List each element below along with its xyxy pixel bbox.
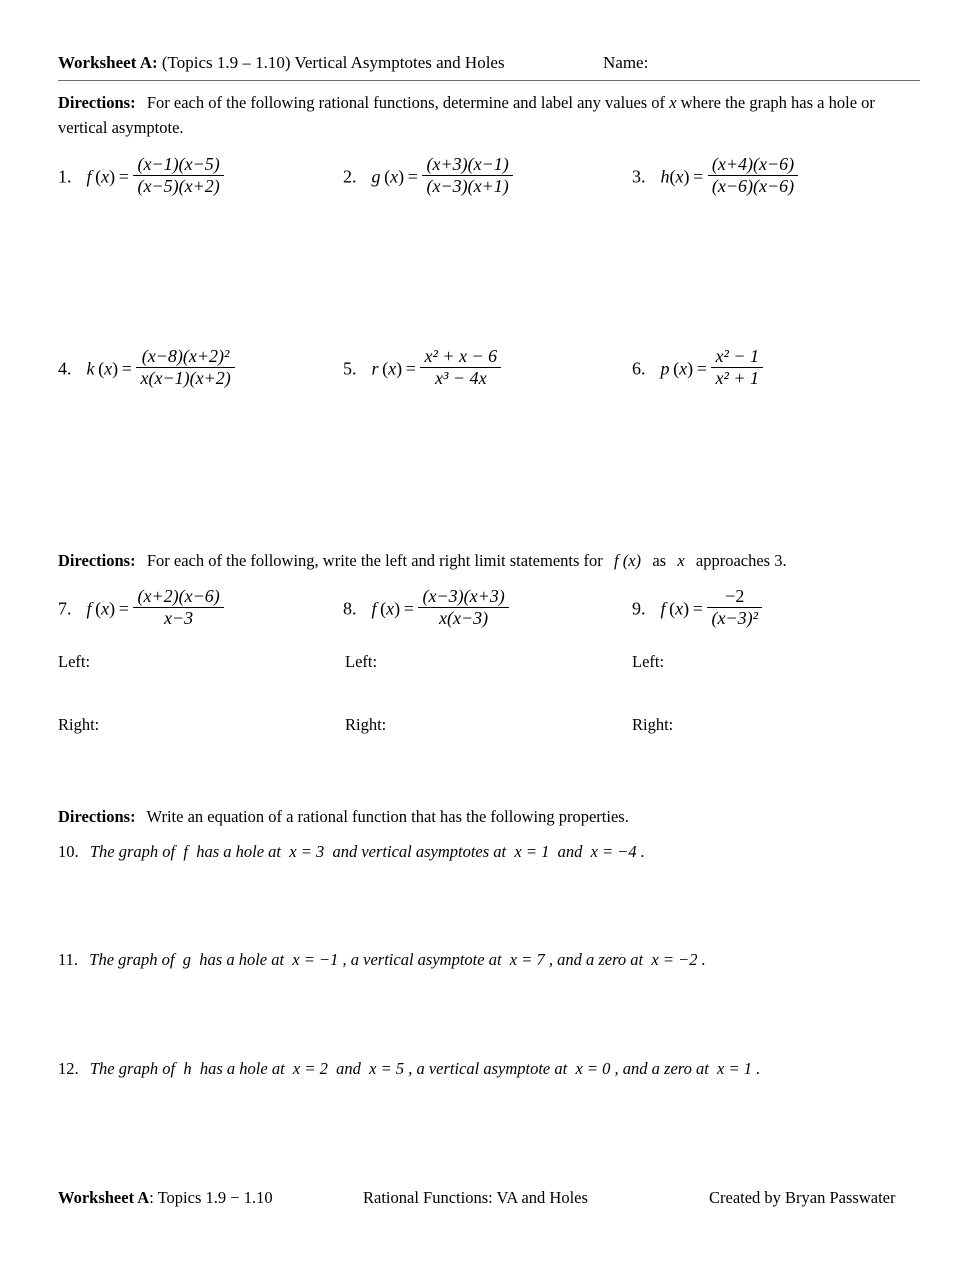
- directions-var-1: x: [669, 93, 677, 112]
- problem-9-fraction: [707, 587, 762, 628]
- directions-text-3: Write an equation of a rational function that has the following properties.: [146, 807, 629, 826]
- problem-7-right-label: Right:: [58, 715, 100, 734]
- problem-7-numerator: (x+2)(x−6): [137, 586, 220, 607]
- problem-8-right-label: Right:: [345, 715, 387, 734]
- problem-12-number: 12.: [58, 1059, 79, 1078]
- problem-10-text: The graph of f has a hole at x = 3 and vertical asymptotes at x = 1 and x = −4 .: [89, 842, 645, 861]
- problem-1-function-name: f: [86, 166, 92, 187]
- worksheet-header: [58, 52, 920, 74]
- problem-2: 2. g (x) = $\frac{(x+3)(x-1)}{(x-3)(x+1)}$: [343, 158, 514, 199]
- directions-block-1: [58, 90, 924, 140]
- problem-3-numerator: (x+4)(x−6): [711, 154, 795, 175]
- problem-9-left-label: Left:: [632, 652, 665, 671]
- problem-4-number: 4.: [58, 358, 72, 379]
- problem-7: 7. f (x) = $\frac{(x+2)(x-6)}{x-3}$: [58, 590, 225, 631]
- problem-9-denominator: (x−3)²: [707, 607, 762, 628]
- footer-topics-label: : Topics 1.9 − 1.10: [149, 1188, 273, 1207]
- problem-4-fraction: [136, 347, 234, 388]
- problem-8-fraction: [418, 587, 508, 628]
- problem-7-number: 7.: [58, 598, 72, 619]
- problem-6-fraction: [711, 347, 763, 388]
- header-divider: [58, 80, 920, 81]
- problem-3-denominator: (x−6)(x−6): [708, 175, 798, 196]
- problem-1-numerator: (x−1)(x−5): [137, 154, 220, 175]
- problem-3-function-name: h: [660, 166, 670, 187]
- problem-9: 9. f (x) = $\frac{-2}{\text{(x−3)²}}$: [632, 590, 763, 631]
- problem-5-number: 5.: [343, 358, 357, 379]
- directions-text-2c: approaches 3.: [695, 551, 787, 570]
- worksheet-topics-label: (Topics 1.9 – 1.10) Vertical Asymptotes and Holes: [157, 53, 505, 72]
- problem-9-right-label: Right:: [632, 715, 674, 734]
- problem-8-left-label: Left:: [345, 652, 378, 671]
- directions-text-1a: For each of the following rational functions, determine and label any values of: [146, 93, 666, 112]
- problem-11: [58, 948, 706, 972]
- problem-2-numerator: (x+3)(x−1): [426, 154, 509, 175]
- directions-label-3: Directions:: [58, 807, 136, 826]
- problem-8-numerator: (x−3)(x+3): [422, 586, 505, 607]
- problem-6-function-name: p: [660, 358, 670, 379]
- problem-7-function-name: f: [86, 598, 92, 619]
- problem-2-fraction: [422, 155, 512, 196]
- problem-10-number: 10.: [58, 842, 79, 861]
- problem-1-fraction: [133, 155, 223, 196]
- directions-function-2: f (x): [614, 551, 642, 570]
- problem-8-denominator: x(x−3): [418, 607, 508, 628]
- problem-9-function-name: f: [660, 598, 666, 619]
- problem-2-denominator: (x−3)(x+1): [422, 175, 512, 196]
- problem-5: 5. r (x) = $\frac{\text{x² + x − 6}}{\text{x³ − 4x}}$: [343, 350, 502, 391]
- problem-9-numerator: −2: [725, 586, 745, 607]
- problem-6: 6. p (x) = $\frac{\text{x² − 1}}{\text{x² + 1}}$: [632, 350, 764, 391]
- problem-7-denominator: x−3: [133, 607, 223, 628]
- directions-var-2: x: [677, 551, 685, 570]
- directions-label-1: Directions:: [58, 93, 136, 112]
- problem-8-function-name: f: [371, 598, 377, 619]
- problem-11-text: The graph of g has a hole at x = −1 , a vertical asymptote at x = 7 , and a zero at x = −2 .: [89, 950, 706, 969]
- problem-6-numerator: x² − 1: [715, 346, 760, 367]
- problem-1-number: 1.: [58, 166, 72, 187]
- directions-block-2: [58, 548, 924, 573]
- problem-1-denominator: (x−5)(x+2): [133, 175, 223, 196]
- problem-6-denominator: x² + 1: [711, 367, 763, 388]
- problem-12-text: The graph of h has a hole at x = 2 and x = 5 , a vertical asymptote at x = 0 , and a zero at x = 1 .: [89, 1059, 761, 1078]
- problem-4: 4. k (x) = $\frac{\text{(x−8)(x+2)²}}{x(x-1)(x+2)}$: [58, 350, 236, 391]
- problem-4-numerator: (x−8)(x+2)²: [141, 346, 230, 367]
- problem-4-function-name: k: [86, 358, 95, 379]
- problem-7-left-label: Left:: [58, 652, 91, 671]
- directions-text-2b: as: [652, 551, 667, 570]
- problem-3-fraction: [708, 155, 798, 196]
- worksheet-title-label: Worksheet A:: [58, 53, 158, 72]
- problem-5-function-name: r: [371, 358, 379, 379]
- problem-12: [58, 1057, 760, 1081]
- footer-worksheet-label: Worksheet A: [58, 1188, 150, 1207]
- name-field-label: Name:: [603, 53, 649, 72]
- footer-author: Created by Bryan Passwater: [709, 1188, 896, 1207]
- problem-8: 8. f (x) = $\frac{(x-3)(x+3)}{x(x-3)}$: [343, 590, 510, 631]
- problem-3: 3. h(x) = $\frac{(x+4)(x-6)}{(x-6)(x-6)}$: [632, 158, 799, 199]
- problem-1: 1. f (x) = $\frac{(x-1)(x-5)}{(x-5)(x+2)}$: [58, 158, 225, 199]
- problem-9-number: 9.: [632, 598, 646, 619]
- problem-2-function-name: g: [371, 166, 381, 187]
- problem-10: [58, 840, 645, 864]
- footer-left: [58, 1188, 273, 1208]
- directions-block-3: [58, 804, 924, 829]
- footer-subject: Rational Functions: VA and Holes: [363, 1188, 588, 1207]
- directions-text-2a: For each of the following, write the left and right limit statements for: [146, 551, 603, 570]
- directions-label-2: Directions:: [58, 551, 136, 570]
- problem-5-numerator: x² + x − 6: [424, 346, 498, 367]
- problem-5-denominator: x³ − 4x: [420, 367, 501, 388]
- problem-11-number: 11.: [58, 950, 79, 969]
- problem-5-fraction: [420, 347, 501, 388]
- problem-2-number: 2.: [343, 166, 357, 187]
- problem-4-denominator: x(x−1)(x+2): [136, 367, 234, 388]
- directions-text-1b: where the graph has a hole or vertical asymptote.: [58, 93, 875, 137]
- problem-7-fraction: [133, 587, 223, 628]
- problem-8-number: 8.: [343, 598, 357, 619]
- problem-3-number: 3.: [632, 166, 646, 187]
- problem-6-number: 6.: [632, 358, 646, 379]
